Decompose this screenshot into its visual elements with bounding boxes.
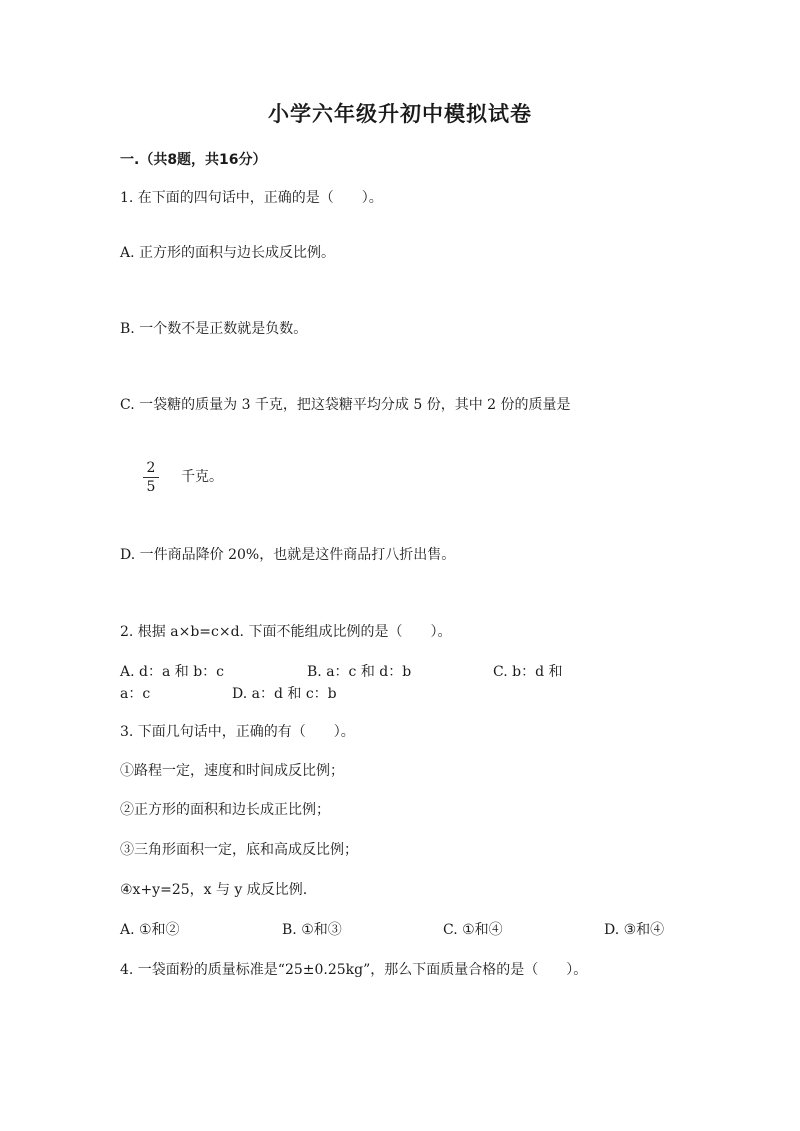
question-1-option-c: C. 一袋糖的质量为 3 千克，把这袋糖平均分成 5 份，其中 2 份的质量是: [120, 397, 571, 413]
fraction-bar: [143, 477, 159, 478]
question-1-option-b: B. 一个数不是正数就是负数。: [120, 321, 308, 337]
fraction-two-fifths: [142, 460, 160, 495]
page-title: 小学六年级升初中模拟试卷: [268, 102, 532, 126]
fraction-denominator: 5: [146, 479, 156, 495]
question-3-statement-1: ①路程一定，速度和时间成反比例；: [120, 763, 344, 779]
question-2-option-b: B. a：c 和 d：b: [307, 664, 412, 680]
question-3-option-b: B. ①和③: [282, 922, 342, 938]
question-3-statement-2: ②正方形的面积和边长成正比例；: [120, 802, 330, 818]
question-1-option-c-unit: 千克。: [181, 469, 223, 485]
section-heading: 一.（共8题，共16分）: [120, 152, 267, 168]
question-1-option-d: D. 一件商品降价 20%，也就是这件商品打八折出售。: [120, 547, 456, 563]
question-3-statement-4: ④x+y=25，x 与 y 成反比例.: [120, 882, 308, 898]
question-3-option-c: C. ①和④: [443, 922, 503, 938]
question-2-stem: 2. 根据 a×b=c×d. 下面不能组成比例的是（ ）。: [120, 624, 452, 640]
question-4-stem: 4. 一袋面粉的质量标准是“25±0.25kg”，那么下面质量合格的是（ ）。: [120, 962, 588, 978]
question-1-option-a: A. 正方形的面积与边长成反比例。: [120, 245, 336, 261]
question-2-option-c: C. b：d 和: [493, 664, 563, 680]
question-3-option-a: A. ①和②: [120, 922, 180, 938]
question-2-option-c-cont: a：c: [120, 686, 151, 702]
question-2-option-a: A. d：a 和 b：c: [120, 664, 225, 680]
question-3-statement-3: ③三角形面积一定，底和高成反比例；: [120, 842, 358, 858]
fraction-numerator: 2: [146, 460, 156, 476]
question-2-option-d: D. a：d 和 c：b: [232, 686, 337, 702]
question-3-stem: 3. 下面几句话中，正确的有（ ）。: [120, 724, 355, 740]
question-3-option-d: D. ③和④: [604, 922, 665, 938]
question-1-stem: 1. 在下面的四句话中，正确的是（ ）。: [120, 190, 383, 206]
